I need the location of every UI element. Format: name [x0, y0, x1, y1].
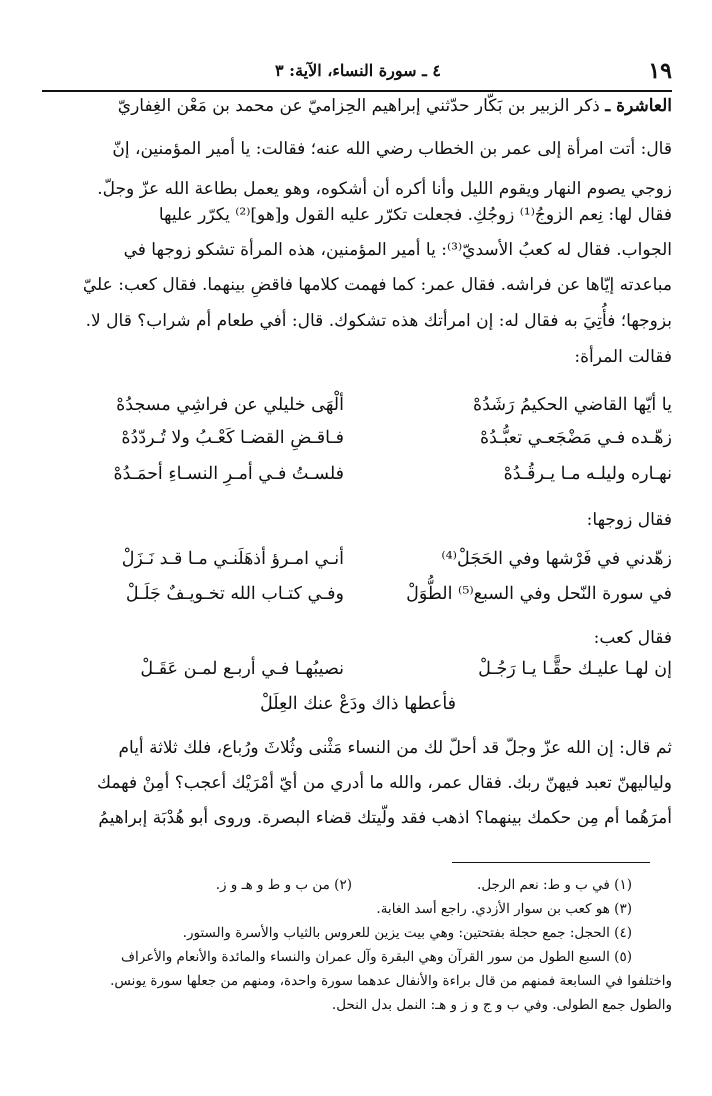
verse-row	[44, 428, 672, 462]
footnote-2: (٢) من ب و ط و هـ و ز.	[215, 877, 352, 893]
body-line: ولياليهنّ تعبد فيهنّ ربك. فقال عمر، والله ما أدري من أيّ أمْرَيْك أعجب؟ أمِنْ فهمك	[97, 773, 672, 793]
verse-hemistich-second: ألْهَى خليلي عن فراشِي مسجدُهْ	[116, 395, 344, 415]
verse-hemistich-first: إن لهـا عليـك حقًّـا يـا رَجُـلْ	[478, 659, 672, 679]
verse-center-line: فأعطها ذاك ودَعْ عنك العِلَلْ	[259, 694, 457, 714]
page-number: ١٩	[648, 58, 672, 84]
verse-hemistich-first: يا أيّها القاضي الحكيمُ رَشَدُهْ	[473, 395, 672, 415]
footnote-5-line: والطول جمع الطولى. وفي ب و ج و ز و هـ: النمل بدل النحل.	[331, 997, 672, 1013]
verse-hemistich-second: وفـي كتـاب الله تخـويـفٌ جَلَـلْ	[125, 584, 344, 604]
header-rule	[42, 90, 672, 92]
verse-row	[44, 395, 672, 429]
section-lead: العاشرة ـ	[605, 96, 672, 116]
verse-hemistich-first: نهـاره وليلـه مـا يـرقُـدُهْ	[503, 464, 672, 484]
verse-row	[44, 549, 672, 583]
footnote-1: (١) في ب و ط: نعم الرجل.	[477, 877, 632, 893]
verse-row	[44, 464, 672, 498]
body-line: مباعدته إيّاها عن فراشه. فقال عمر: كما فهمت كلامها فاقضِ بينهما. فقال كعب: عليّ	[82, 275, 672, 295]
label-woman: فقالت المرأة:	[574, 347, 672, 367]
body-line: قال: أتت امرأة إلى عمر بن الخطاب رضي الله عنه؛ فقالت: يا أمير المؤمنين، إنّ	[112, 139, 672, 159]
verse-hemistich-second: فلسـتُ فـي أمـرِ النسـاءِ أحمَـدُهْ	[113, 464, 344, 484]
page-header	[44, 58, 672, 90]
label-husband: فقال زوجها:	[586, 510, 672, 530]
footnote-5-line: (٥) السبع الطول من سور القرآن وهي البقرة وآل عمران والنساء والمائدة والأنعام والأعراف	[121, 949, 632, 965]
body-line: فقال لها: نِعم الزوجُ⁽¹⁾ زوجُكِ. فجعلت تكرّر عليه القول و[هو]⁽²⁾ يكرّر عليها	[158, 205, 672, 225]
body-line	[44, 96, 672, 116]
footnote-3: (٣) هو كعب بن سوار الأزدي. راجع أسد الغابة.	[376, 901, 632, 917]
body-line: الجواب. فقال له كعبُ الأسديّ⁽³⁾: يا أمير المؤمنين، هذه المرأة تشكو زوجها في	[123, 240, 672, 260]
body-line: بزوجها؛ فأُتِيَ به فقال له: إن امرأتك هذه تشكوك. قال: أفي طعام أم شراب؟ قال لا.	[85, 311, 672, 331]
running-head: ٤ ـ سورة النساء، الآية: ٣	[275, 61, 441, 80]
footnote-5-line: واختلفوا في السابعة فمنهم من قال براءة والأنفال عدهما سورة واحدة، ومنهم من جعلها سورة يونس.	[110, 973, 672, 989]
verse-hemistich-first: زهّـده فـي مَضْجَعـي تعبُّـدُهْ	[479, 428, 672, 448]
verse-hemistich-first: زهّدني في فَرْشها وفي الحَجَلْ⁽⁴⁾	[441, 549, 672, 569]
footnote-4: (٤) الحجل: جمع حجلة بفتحتين: وهي بيت يزين للعروس بالثياب والأسرة والستور.	[182, 925, 632, 941]
verse-hemistich-second: أنـي امـرؤ أذهَلَنـي مـا قـد نَـزَلْ	[121, 549, 344, 569]
body-line: ثم قال: إن الله عزّ وجلّ قد أحلّ لك من النساء مَثْنى وثُلاثَ ورُباع، فلك ثلاثة أيام	[118, 738, 672, 758]
label-kaab: فقال كعب:	[593, 628, 672, 648]
verse-hemistich-second: فـاقـضِ القضـا كَعْـبُ ولا تُـردّدُهْ	[121, 428, 344, 448]
footnote-rule	[452, 862, 650, 863]
body-line-text: ذكر الزبير بن بَكّار حدّثني إبراهيم الحِزاميّ عن محمد بن مَعْن الغِفاريّ	[117, 96, 600, 116]
footnote-line	[44, 877, 672, 899]
verse-row	[44, 584, 672, 618]
verse-row	[44, 659, 672, 693]
verse-hemistich-second: نصيبُهـا فـي أربـع لمـن عَقَـلْ	[140, 659, 344, 679]
body-line: زوجي يصوم النهار ويقوم الليل وأنا أكره أن أشكوه، وهو يعمل بطاعة الله عزّ وجلّ.	[97, 179, 672, 199]
body-line: أمرَهُما أم مِن حكمك بينهما؟ اذهب فقد ولّيتك قضاء البصرة. وروى أبو هُدْبَة إبراهيمُ	[98, 808, 672, 828]
verse-hemistich-first: في سورة النّحل وفي السبع⁽⁵⁾ الطُّوَلْ	[406, 584, 672, 604]
